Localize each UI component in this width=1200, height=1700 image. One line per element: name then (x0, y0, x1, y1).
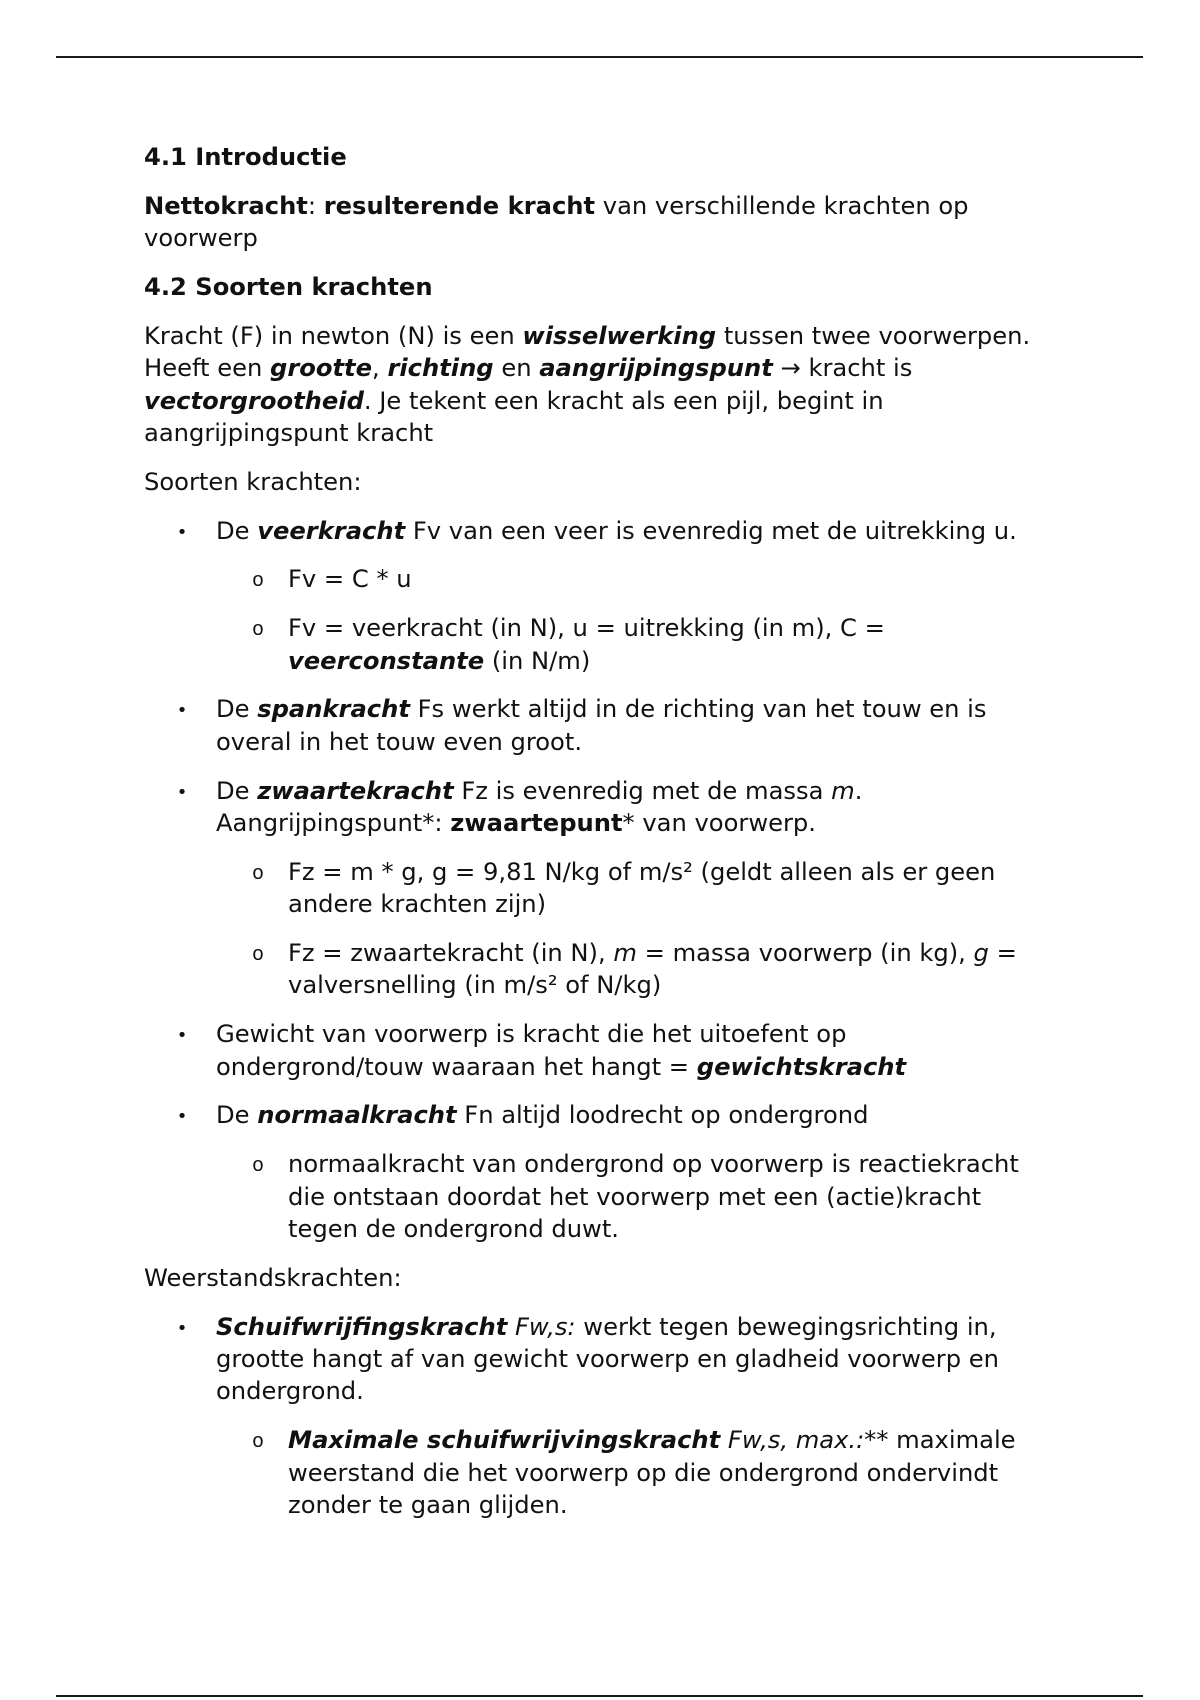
arrow-text: → kracht is (780, 354, 913, 383)
text-run: tussen twee voorwerpen. (723, 321, 1031, 350)
text-run: andere krachten zijn) (288, 890, 547, 919)
text-run: De (216, 695, 250, 724)
text-run: aangrijpingspunt kracht (144, 419, 434, 448)
sub-bullet-icon: o (251, 570, 264, 594)
bullet-icon: • (176, 521, 188, 543)
text-run: weerstand die het voorwerp op die ondergrond ondervindt (288, 1458, 999, 1487)
sub-bullet-icon: o (251, 944, 264, 968)
symbol-g: g (973, 939, 989, 968)
sub-item-text (288, 937, 1144, 1002)
symbol-m: m (831, 776, 855, 805)
text-run: Fn altijd loodrecht op ondergrond (464, 1101, 869, 1130)
text-run: Gewicht van voorwerp is kracht die het uitoefent op (216, 1020, 847, 1049)
list-item-text (216, 515, 1144, 547)
text-run: ondergrond/touw waaraan het hangt = (216, 1052, 690, 1081)
list-item-veerkracht (144, 515, 1144, 547)
term-gewichtskracht: gewichtskracht (696, 1052, 907, 1081)
sub-bullet-icon: o (251, 619, 264, 643)
text-run: Fv = veerkracht (in N), u = uitrekking (in m), C = (288, 614, 885, 643)
term-wisselwerking: wisselwerking (522, 321, 717, 350)
definition-text-continued: voorwerp (144, 224, 258, 253)
definition-text: van verschillende krachten op (602, 191, 969, 220)
formula-text: Fv = C * u (288, 565, 412, 594)
text-run: overal in het touw even groot. (216, 727, 583, 756)
list-item-text (216, 693, 1144, 758)
term-grootte: grootte (270, 354, 373, 383)
term-spankracht: spankracht (257, 695, 410, 724)
term-normaalkracht: normaalkracht (257, 1101, 457, 1130)
text-run: Kracht (F) in newton (N) is een (144, 321, 515, 350)
text-run: tegen de ondergrond duwt. (288, 1215, 619, 1244)
list-item-text (216, 1018, 1144, 1083)
sub-item-normaalkracht-toelichting (144, 1148, 1144, 1245)
sub-item-text (288, 1148, 1144, 1245)
text-run: Aangrijpingspunt*: (216, 809, 443, 838)
list-item-text (216, 775, 1144, 840)
symbol-fws-max: Fw,s, max.: (727, 1426, 865, 1455)
term-schuifwrijfingskracht: Schuifwrijfingskracht (216, 1312, 508, 1341)
comma: , (372, 354, 380, 383)
term-nettokracht: Nettokracht (144, 191, 308, 220)
bullet-icon: • (176, 1025, 188, 1047)
list-item-normaalkracht (144, 1099, 1144, 1131)
term-veerconstante: veerconstante (288, 646, 485, 675)
period: . (854, 776, 863, 805)
text-run: ** maximale (864, 1426, 1016, 1455)
text-run: * van voorwerp. (622, 809, 816, 838)
list-item-text (216, 1099, 1144, 1131)
sub-bullet-icon: o (251, 1431, 264, 1455)
term-veerkracht: veerkracht (257, 516, 406, 545)
text-run: . Je tekent een kracht als een pijl, begint in (363, 386, 884, 415)
term-zwaartepunt: zwaartepunt (450, 809, 623, 838)
sub-item-formule-zwaartekracht (144, 856, 1144, 921)
term-vectorgrootheid: vectorgrootheid (144, 386, 364, 415)
colon: : (307, 191, 317, 220)
text-run: De (216, 1101, 250, 1130)
bullet-icon: • (176, 1106, 188, 1128)
text-run: Fs werkt altijd in de richting van het touw en is (417, 695, 987, 724)
list-item-text (216, 1311, 1144, 1408)
footer-rule (56, 1695, 1143, 1697)
sub-item-legenda-zwaartekracht (144, 937, 1144, 1002)
text-run: Fz = zwaartekracht (in N), (288, 939, 606, 968)
text-run: (in N/m) (491, 646, 591, 675)
paragraph-kracht (144, 320, 1144, 450)
definition-nettokracht (144, 190, 1144, 255)
sub-item-formule-veerkracht (144, 563, 1144, 595)
sub-item-maximale-schuifwrijving (144, 1424, 1144, 1521)
sub-item-legenda-veerkracht (144, 612, 1144, 677)
text-run: zonder te gaan glijden. (288, 1491, 568, 1520)
bullet-icon: • (176, 781, 188, 803)
term-maximale-schuifwrijvingskracht: Maximale schuifwrijvingskracht (288, 1426, 721, 1455)
label-weerstandskrachten: Weerstandskrachten: (144, 1263, 402, 1292)
sub-item-text (288, 856, 1144, 921)
document-body (144, 141, 1144, 1538)
text-run: Fv van een veer is evenredig met de uitrekking u. (412, 516, 1017, 545)
text-run: normaalkracht van ondergrond op voorwerp is reactiekracht (288, 1150, 1019, 1179)
symbol-m: m (613, 939, 637, 968)
header-rule (56, 56, 1143, 58)
sub-item-text (288, 612, 1144, 677)
bullet-icon: • (176, 1317, 188, 1339)
text-run: = massa voorwerp (in kg), (644, 939, 966, 968)
text-run: Fz is evenredig met de massa (461, 776, 824, 805)
sub-bullet-icon: o (251, 862, 264, 886)
text-run: die ontstaan doordat het voorwerp met een (actie)kracht (288, 1182, 982, 1211)
list-item-zwaartekracht (144, 775, 1144, 840)
label-soorten-krachten: Soorten krachten: (144, 467, 362, 496)
heading-soorten-krachten: 4.2 Soorten krachten (144, 273, 433, 301)
key-phrase-resulterende-kracht: resulterende kracht (323, 191, 596, 220)
list-item-spankracht (144, 693, 1144, 758)
text-run: = (996, 939, 1017, 968)
text-run: grootte hangt af van gewicht voorwerp en gladheid voorwerp en (216, 1345, 999, 1374)
text-run: ondergrond. (216, 1377, 364, 1406)
bullet-icon: • (176, 700, 188, 722)
list-item-gewicht (144, 1018, 1144, 1083)
sub-item-text (288, 1424, 1144, 1521)
symbol-fws: Fw,s: (515, 1312, 576, 1341)
text-run: Heeft een (144, 354, 263, 383)
text-run: valversnelling (in m/s² of N/kg) (288, 971, 662, 1000)
heading-introductie: 4.1 Introductie (144, 143, 347, 171)
text-run: werkt tegen bewegingsrichting in, (583, 1312, 997, 1341)
text-run: en (501, 354, 532, 383)
term-richting: richting (387, 354, 494, 383)
list-item-schuifwrijvingskracht (144, 1311, 1144, 1408)
text-run: De (216, 516, 250, 545)
sub-bullet-icon: o (251, 1155, 264, 1179)
term-aangrijpingspunt: aangrijpingspunt (539, 354, 773, 383)
term-zwaartekracht: zwaartekracht (257, 776, 454, 805)
formula-text: Fz = m * g, g = 9,81 N/kg of m/s² (geldt alleen als er geen (288, 857, 996, 886)
text-run: De (216, 776, 250, 805)
